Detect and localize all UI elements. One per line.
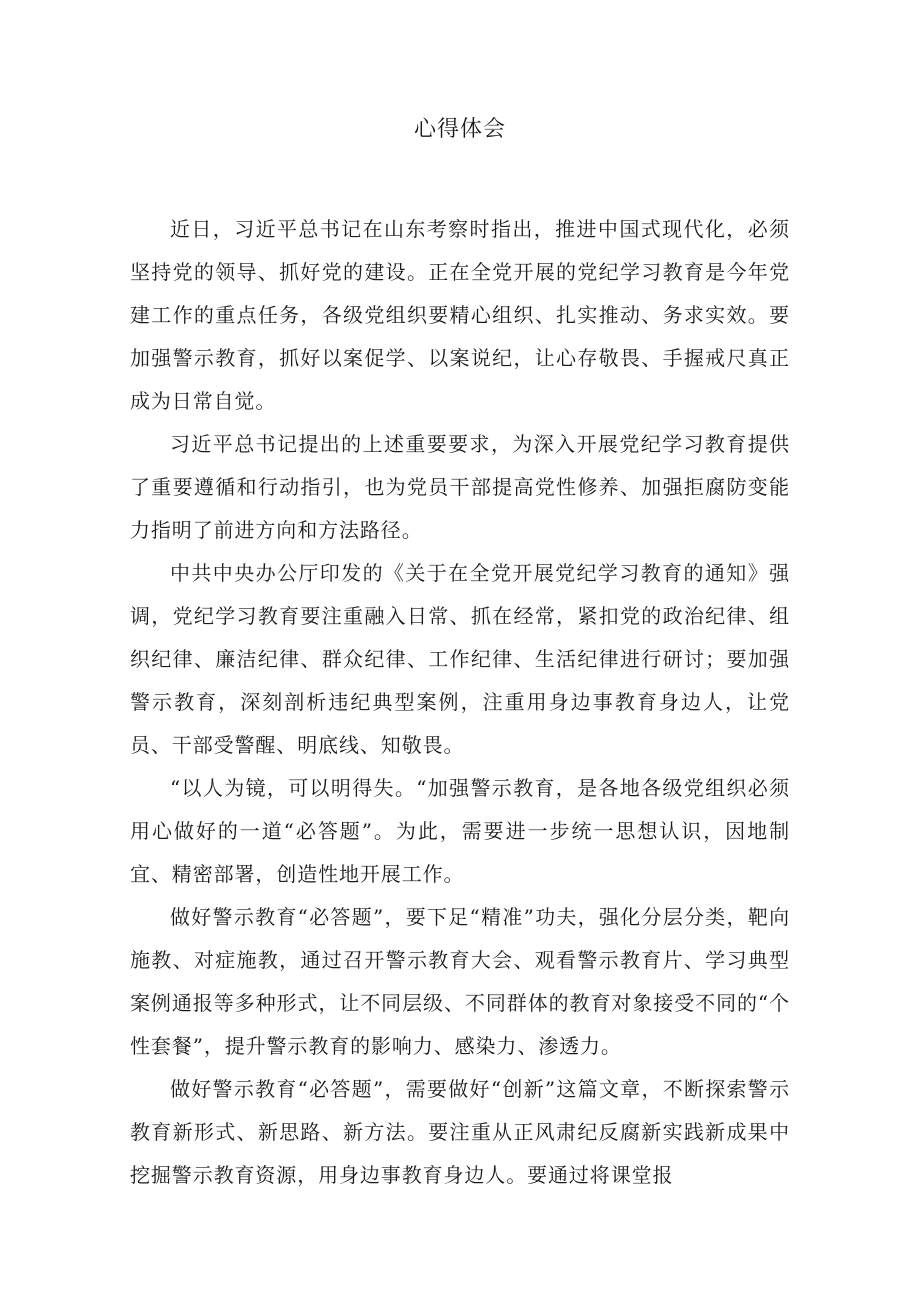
paragraph-1: 近日，习近平总书记在山东考察时指出，推进中国式现代化，必须坚持党的领导、抓好党的建设。正在全党开展的党纪学习教育是今年党建工作的重点任务，各级党组织要精心组织、扎实推动、务求实效。要加强警示教育，抓好以案促学、以案说纪，让心存敬畏、手握戒尺真正成为日常自觉。 <box>130 217 790 413</box>
paragraph-5: 做好警示教育“必答题”，要下足“精准”功夫，强化分层分类，靶向施教、对症施教，通过召开警示教育大会、观看警示教育片、学习典型案例通报等多种形式，让不同层级、不同群体的教育对象接受不同的“个性套餐”，提升警示教育的影响力、感染力、渗透力。 <box>130 905 790 1058</box>
paragraph-6: 做好警示教育“必答题”，需要做好“创新”这篇文章，不断探索警示教育新形式、新思路、新方法。要注重从正风肃纪反腐新实践新成果中挖掘警示教育资源，用身边事教育身边人。要通过将课堂报 <box>130 1077 790 1187</box>
document-title: 心得体会 <box>413 117 506 142</box>
document-body <box>130 208 790 1197</box>
paragraph-4: “以人为镜，可以明得失。“加强警示教育，是各地各级党组织必须用心做好的一道“必答题”。为此，需要进一步统一思想认识，因地制宜、精密部署，创造性地开展工作。 <box>130 776 790 886</box>
paragraph-2: 习近平总书记提出的上述重要要求，为深入开展党纪学习教育提供了重要遵循和行动指引，也为党员干部提高党性修养、加强拒腐防变能力指明了前进方向和方法路径。 <box>130 432 790 542</box>
paragraph-3: 中共中央办公厅印发的《关于在全党开展党纪学习教育的通知》强调，党纪学习教育要注重融入日常、抓在经常，紧扣党的政治纪律、组织纪律、廉洁纪律、群众纪律、工作纪律、生活纪律进行研讨；要加强警示教育，深刻剖析违纪典型案例，注重用身边事教育身边人，让党员、干部受警醒、明底线、知敬畏。 <box>130 561 790 757</box>
